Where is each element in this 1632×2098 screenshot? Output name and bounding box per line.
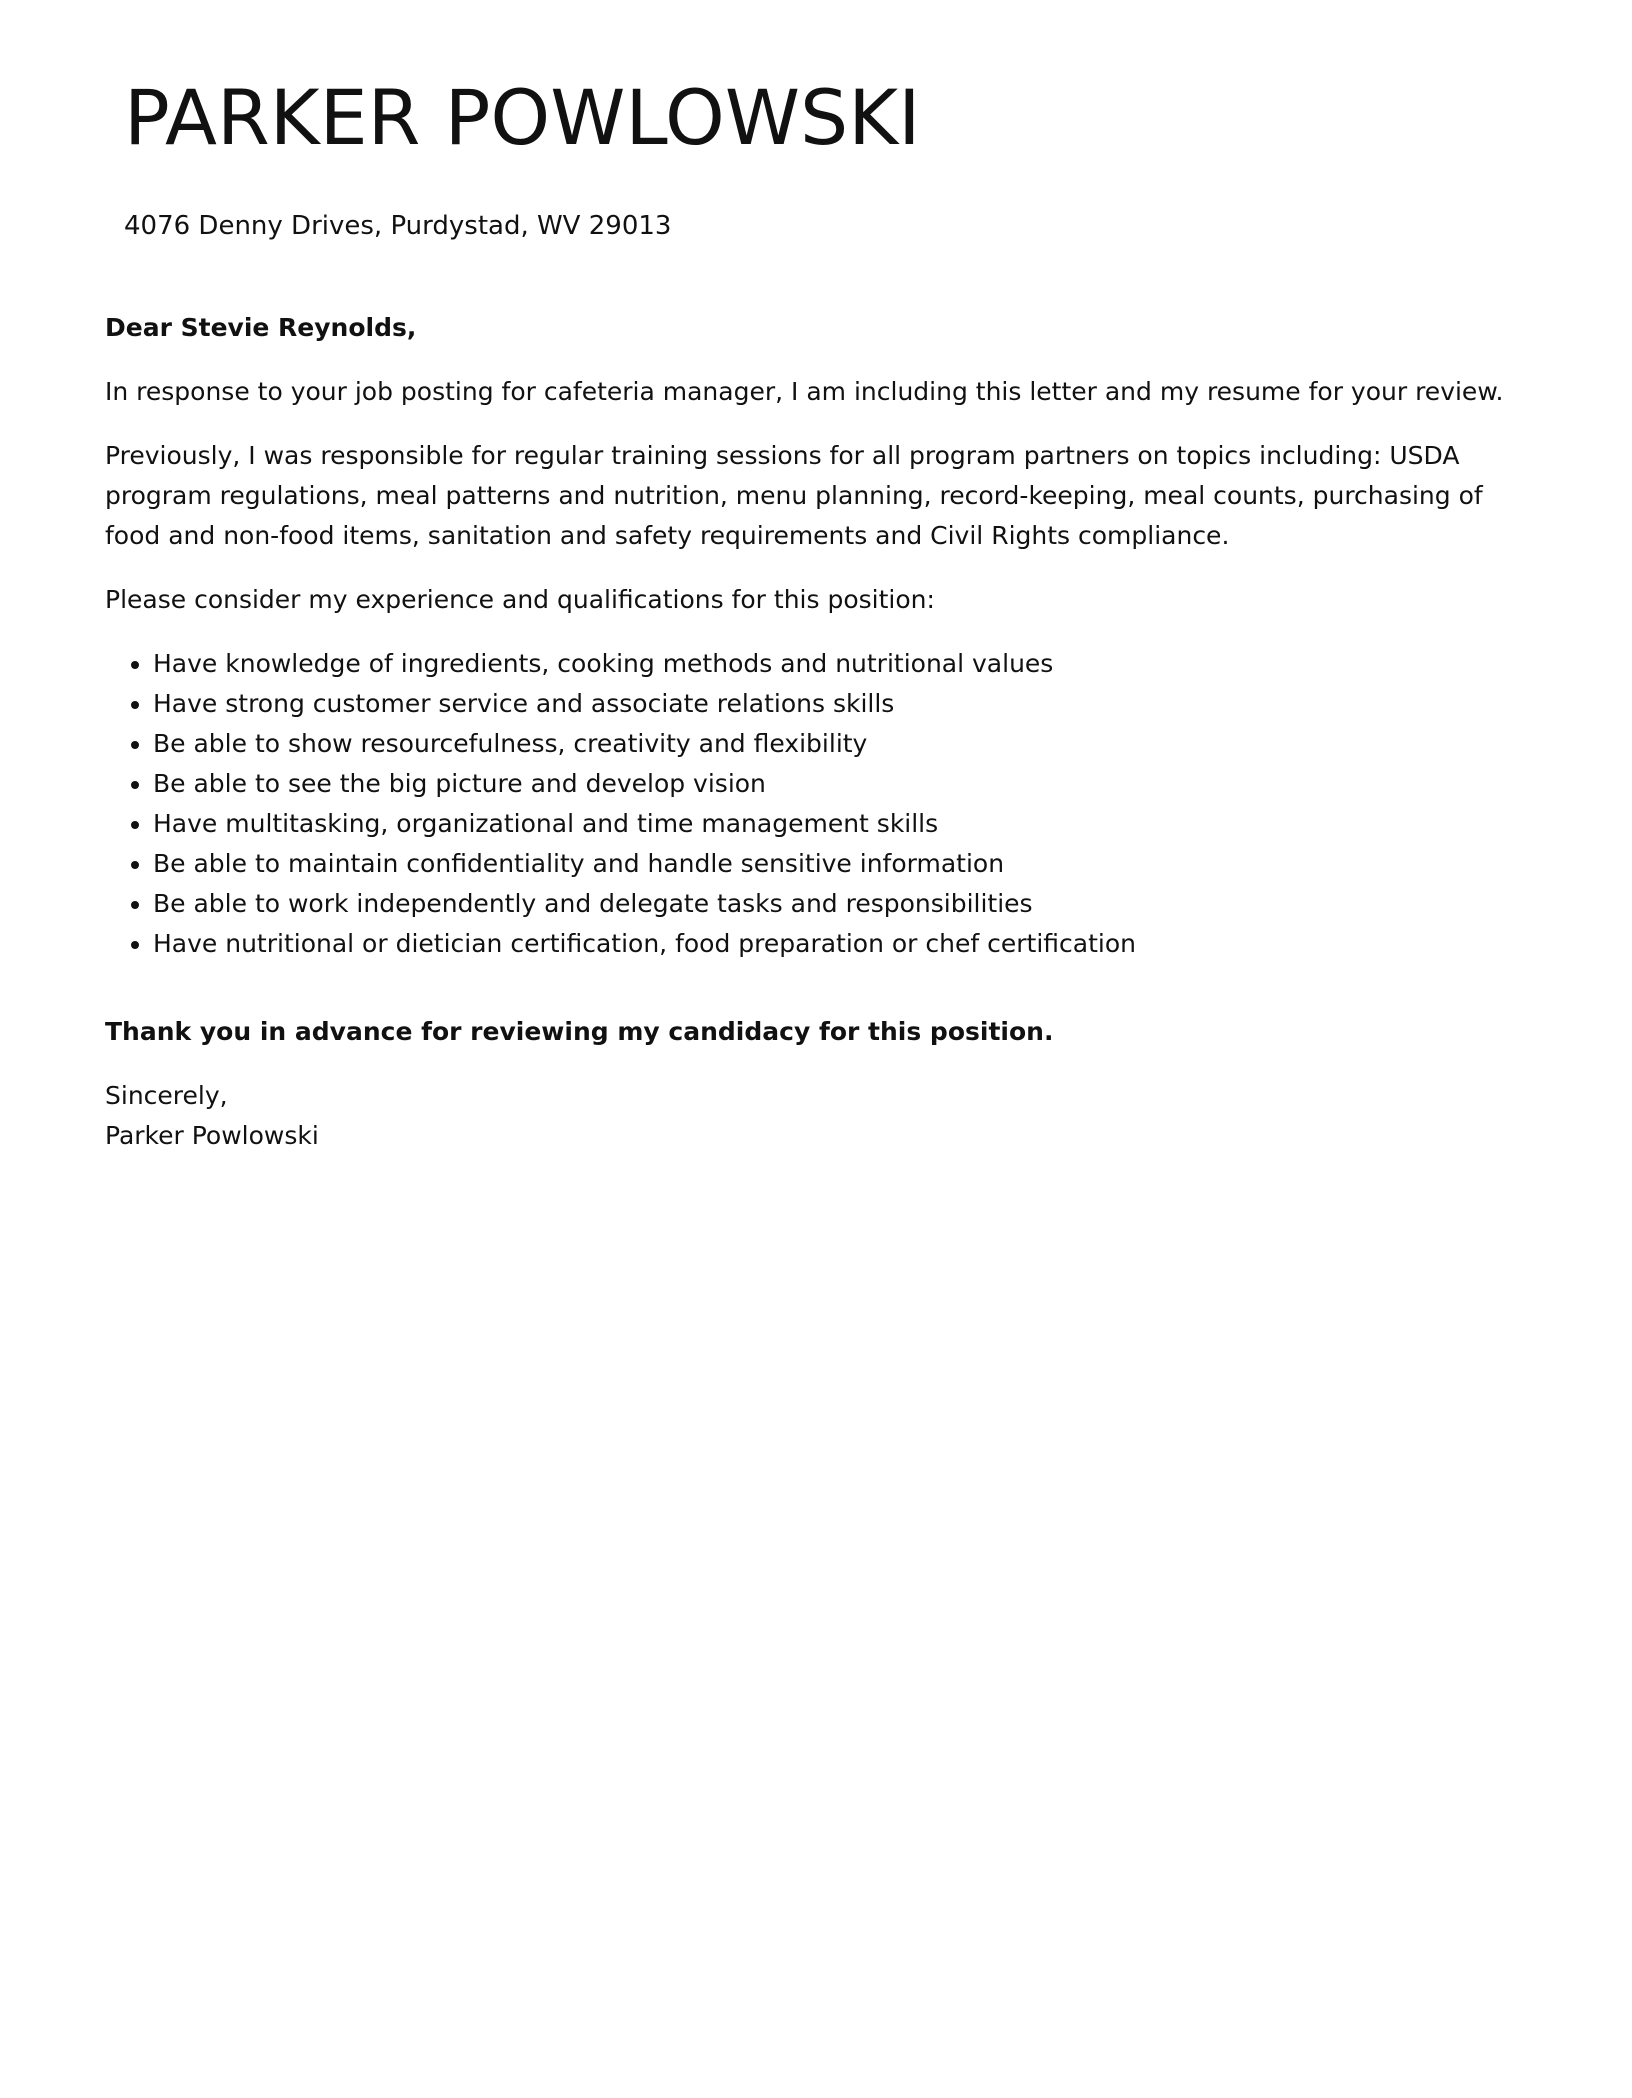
signoff: Sincerely, [105,1081,228,1110]
intro-paragraph: In response to your job posting for cafeteria manager, I am including this letter and my resume for your review. [105,377,1504,406]
list-item: • Be able to maintain confidentiality and handle sensitive information [153,844,1545,884]
letter-header [124,70,1532,244]
thanks-paragraph: Thank you in advance for reviewing my candidacy for this position. [105,1017,1054,1046]
list-item: • Be able to show resourcefulness, creativity and flexibility [153,724,1545,764]
applicant-address: 4076 Denny Drives, Purdystad, WV 29013 [124,211,672,241]
experience-paragraph: Previously, I was responsible for regular training sessions for all program partners on topics including: USDA program regulations, meal patterns and nutrition, menu planning, record-keeping, meal counts, purchasing of food and non-food items, sanitation and safety requirements and Civil Rights compliance. [105,441,1483,550]
list-item: • Be able to work independently and delegate tasks and responsibilities [153,884,1545,924]
list-item: • Be able to see the big picture and develop vision [153,764,1545,804]
list-item: • Have strong customer service and associate relations skills [153,684,1545,724]
list-item: • Have knowledge of ingredients, cooking methods and nutritional values [153,644,1545,684]
consider-paragraph: Please consider my experience and qualifications for this position: [105,585,935,614]
applicant-name: PARKER POWLOWSKI [124,73,921,162]
qualifications-list [105,644,1545,964]
signature-name: Parker Powlowski [105,1121,319,1150]
list-item: • Have multitasking, organizational and time management skills [153,804,1545,844]
list-item: • Have nutritional or dietician certification, food preparation or chef certification [153,924,1545,964]
salutation: Dear Stevie Reynolds, [105,313,417,342]
letter-body [105,308,1545,1156]
